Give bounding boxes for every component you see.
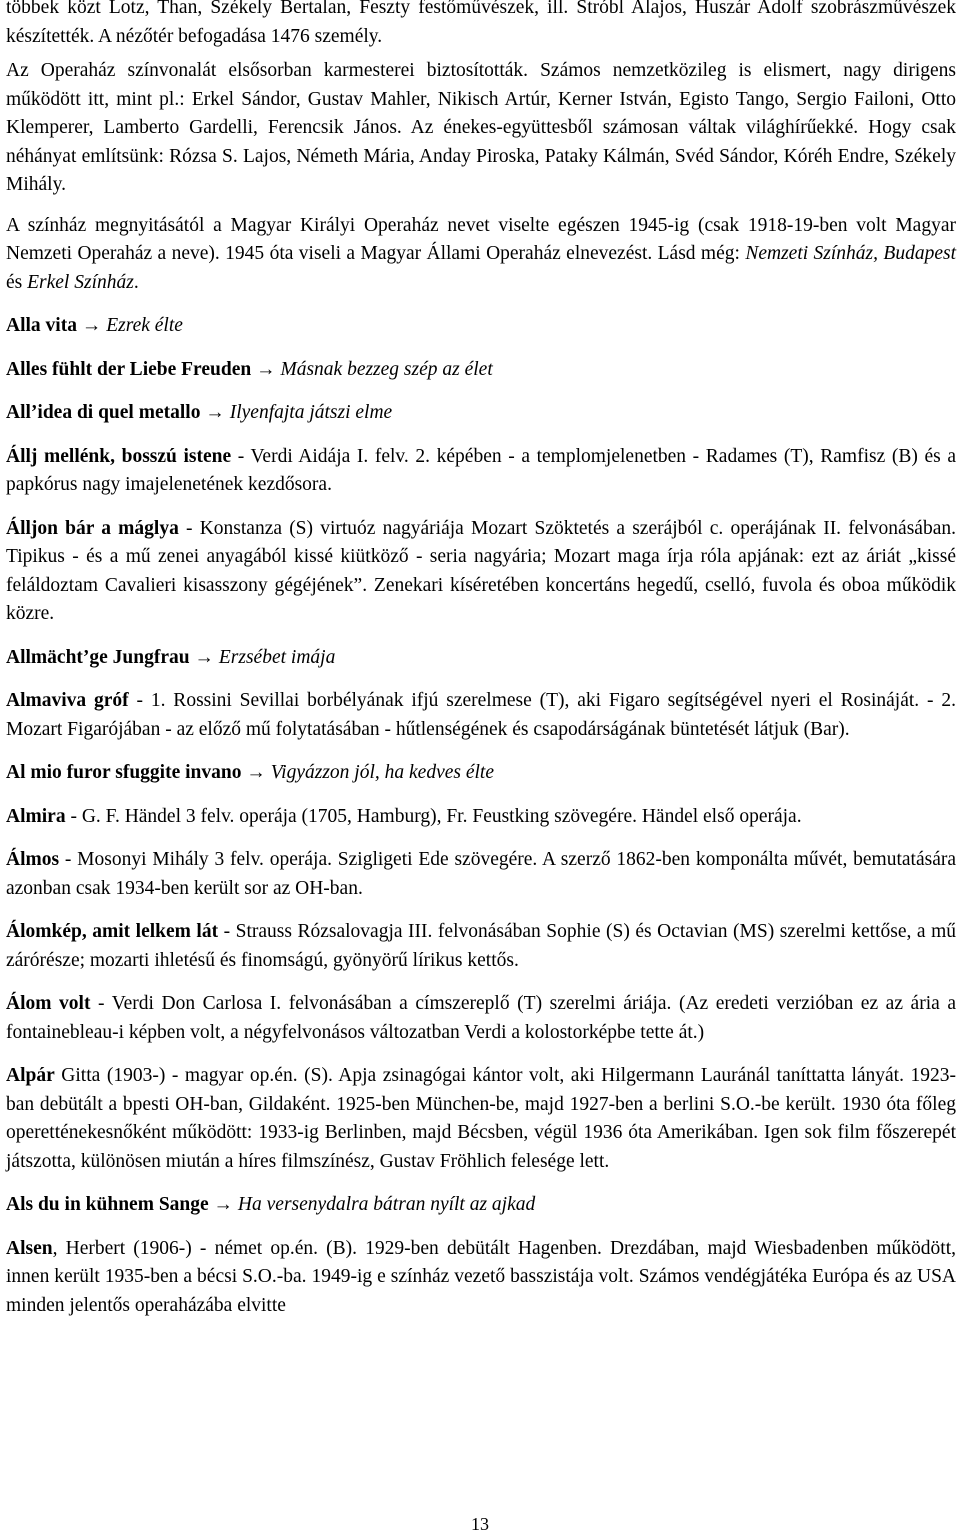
entry-text: - Verdi Aidája I. felv. 2. képében - a templomjelenetben - Radames (T), Ramfisz (B) és a papkórus nagy imajelenetének kezdősora.	[6, 445, 956, 495]
dictionary-entry	[6, 312, 956, 341]
entry-headword: Alles fühlt der Liebe Freuden	[6, 358, 252, 380]
entry-text: - 1. Rossini Sevillai borbélyának ifjú szerelmese (T), aki Figaro segítségével nyeri el Rosináját. - 2. Mozart Figarójában - az előző mű folytatásában - hűtlenségének és csapodárságának büntetését látjuk (Bar).	[6, 690, 956, 740]
dictionary-entry	[6, 1191, 956, 1220]
entry-headword: Als du in kühnem Sange	[6, 1194, 209, 1215]
dictionary-entry	[6, 399, 956, 428]
dictionary-entry	[6, 990, 956, 1047]
entry-text: - Strauss Rózsalovagja III. felvonásában Sophie (S) és Octavian (MS) szerelmi kettőse, a mű zárórésze; mozarti ihletésű és finomságú, gyönyörű lírikus kettős.	[6, 921, 956, 971]
cross-reference-nemzeti: Nemzeti Színház, Budapest	[745, 243, 956, 264]
dictionary-entry	[6, 846, 956, 903]
dictionary-entry	[6, 759, 956, 788]
intro-paragraph-1: többek közt Lotz, Than, Székely Bertalan, Feszty festőművészek, ill. Stróbl Alajos, Huszár Adolf szobrászművészek készítették. A nézőtér befogadása 1476 személy.	[6, 0, 956, 47]
entry-headword: All’idea di quel metallo	[6, 402, 201, 423]
entry-text: Gitta (1903-) - magyar op.én. (S). Apja zsinagógai kántor volt, aki Hilgermann Lauránál taníttatta lányát. 1923-ban debütált a bpesti OH-ban, Gildaként. 1925-ben München-be, majd 1927-ben a berlini S.O.-be került. 1930 óta főleg operetténekesnőként működött: 1933-ig Berlinben, majd Bécsben, végül 1936 óta Amerikában. Igen sok film főszerepét játszotta, különösen miután a híres filmszínész, Gustav Fröhlich felesége lett.	[6, 1065, 956, 1172]
entry-text: - G. F. Händel 3 felv. operája (1705, Hamburg), Fr. Feustking szövegére. Händel első operája.	[65, 805, 802, 827]
entry-headword: Almira	[6, 805, 66, 827]
dictionary-entry	[6, 918, 956, 975]
intro-paragraph-2-start: Az Operaház színvonalát elsősorban karmesterei biztosították.	[6, 60, 529, 81]
intro-paragraph-3	[6, 212, 956, 298]
entry-cross-reference: Ezrek élte	[106, 315, 183, 336]
dictionary-entry	[6, 644, 956, 673]
page-number: 13	[471, 1514, 489, 1534]
arrow-icon: →	[251, 358, 281, 380]
entry-text: - Konstanza (S) virtuóz nagyáriája Mozart Szöktetés a szerájból c. operájának II. felvonásában. Tipikus - és a mű zenei anyagából kissé kiütköző - seria nagyária; Mozart maga írja róla apjának: ezt az áriát „kissé feláldoztam Cavalieri kisasszony gégéjének”. Zenekari kíséretében koncertáns hegedű, cselló, fuvola és oboa működik közre.	[6, 517, 956, 624]
entry-headword: Álom volt	[6, 993, 91, 1014]
dictionary-entry	[6, 687, 956, 744]
entry-text: - Verdi Don Carlosa I. felvonásában a címszereplő (T) szerelmi áriája. (Az eredeti verzióban ez az ária a fontainebleau-i képben volt, a négyfelvonásos változatban Verdi a kolostorképbe tette át.)	[6, 993, 956, 1043]
intro-paragraph-3-and: és	[6, 271, 28, 293]
dictionary-entry	[6, 515, 956, 629]
cross-reference-erkel: Erkel Színház	[27, 271, 134, 293]
entry-headword: Álomkép, amit lelkem lát	[6, 921, 219, 942]
arrow-icon: →	[200, 402, 230, 423]
intro-paragraph-3-end: .	[133, 271, 139, 293]
entry-cross-reference: Erzsébet imája	[218, 646, 336, 668]
entry-headword: Al mio furor sfuggite invano	[6, 762, 242, 783]
dictionary-entry	[6, 356, 956, 385]
arrow-icon: →	[208, 1194, 238, 1215]
entry-headword: Álmos	[6, 849, 60, 870]
entry-headword: Allmächt’ge Jungfrau	[6, 646, 190, 668]
entry-headword: Alsen	[6, 1237, 53, 1259]
entry-text: , Herbert (1906-) - német op.én. (B). 1929-ben debütált Hagenben. Drezdában, majd Wiesbadenben működött, innen került 1935-ben a bécsi S.O.-ba. 1949-ig e színház vezető basszistája volt. Számos vendégjátéka Európa és az USA minden jelentős operaházába elvitte	[6, 1237, 956, 1316]
document-page	[6, 0, 956, 1320]
arrow-icon: →	[76, 315, 107, 336]
arrow-icon: →	[241, 762, 271, 783]
arrow-icon: →	[189, 646, 219, 668]
entry-text: - Mosonyi Mihály 3 felv. operája. Szigligeti Ede szövegére. A szerző 1862-ben komponálta művét, bemutatására azonban csak 1934-ben került sor az OH-ban.	[6, 849, 956, 899]
entry-cross-reference: Ilyenfajta játszi elme	[229, 402, 393, 423]
intro-paragraph-3-text: A színház megnyitásától a Magyar Királyi Operaház nevet viselte egészen 1945-ig (csak 1918-19-ben volt Magyar Nemzeti Operaház a neve). 1945 óta viseli a Magyar Állami Operaház elnevezést. Lásd még:	[6, 214, 956, 264]
intro-paragraph-2-rest: Számos nemzetközileg is elismert, nagy dirigens működött itt, mint pl.: Erkel Sándor, Gustav Mahler, Nikisch Artúr, Kerner István, Egisto Tango, Sergio Failoni, Otto Klemperer, Lamberto Gardelli, Ferencsik János. Az énekes-együttesből számosan váltak világhírűekké. Hogy csak néhányat említsünk: Rózsa S. Lajos, Németh Mária, Anday Piroska, Pataky Kálmán, Svéd Sándor, Kóréh Endre, Székely Mihály.	[6, 60, 956, 195]
dictionary-entry	[6, 1235, 956, 1321]
entry-cross-reference: Másnak bezzeg szép az élet	[280, 358, 493, 380]
entry-headword: Alla vita	[6, 315, 77, 336]
dictionary-entry	[6, 1062, 956, 1176]
entry-cross-reference: Ha versenydalra bátran nyílt az ajkad	[237, 1194, 536, 1215]
dictionary-entry	[6, 803, 956, 832]
intro-paragraph-2	[6, 57, 956, 200]
entry-cross-reference: Vigyázzon jól, ha kedves élte	[270, 762, 494, 783]
entry-headword: Állj mellénk, bosszú istene	[6, 445, 232, 467]
dictionary-entry	[6, 443, 956, 500]
entry-headword: Almaviva gróf	[6, 690, 129, 711]
entry-list	[6, 312, 956, 1320]
entry-headword: Alpár	[6, 1065, 55, 1086]
entry-headword: Álljon bár a máglya	[6, 517, 179, 539]
